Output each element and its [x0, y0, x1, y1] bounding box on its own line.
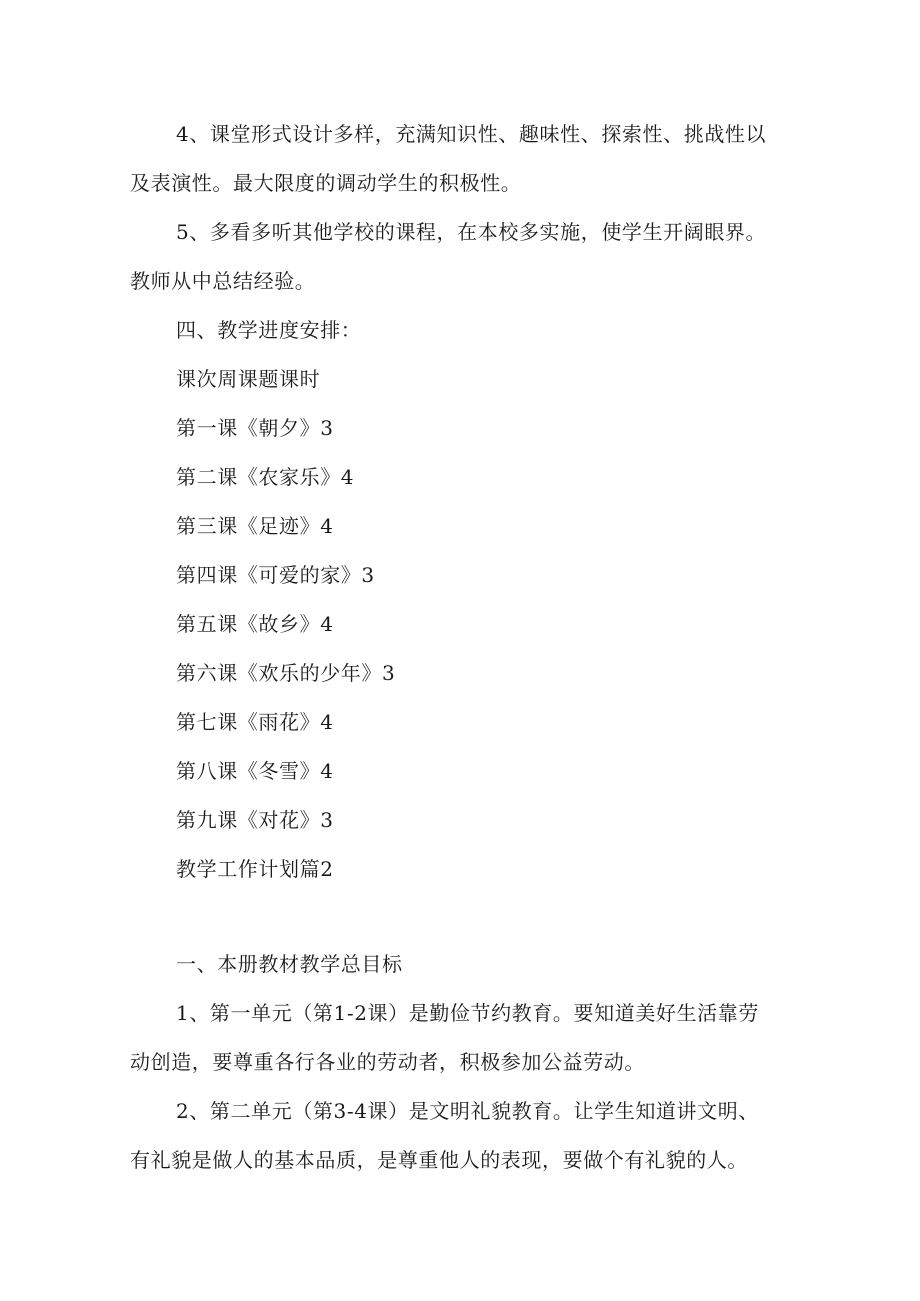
paragraph-classroom-design: 4、课堂形式设计多样，充满知识性、趣味性、探索性、挑战性以及表演性。最大限度的调动学生的积极性。	[130, 122, 767, 195]
schedule-header: 课次周课题课时	[176, 367, 321, 391]
schedule-item: 第六课《欢乐的少年》3	[176, 661, 396, 685]
section-title: 教学工作计划篇2	[176, 857, 334, 881]
goals-heading: 一、本册教材教学总目标	[176, 952, 403, 976]
schedule-heading: 四、教学进度安排：	[176, 318, 362, 342]
schedule-item: 第四课《可爱的家》3	[176, 563, 375, 587]
schedule-item: 第八课《冬雪》4	[176, 759, 334, 783]
goal-unit-two: 2、第二单元（第3-4课）是文明礼貌教育。让学生知道讲文明、有礼貌是做人的基本品质，是尊重他人的表现，要做个有礼貌的人。	[130, 1099, 759, 1172]
schedule-item: 第一课《朝夕》3	[176, 416, 334, 440]
schedule-item: 第七课《雨花》4	[176, 710, 334, 734]
goal-unit-one: 1、第一单元（第1-2课）是勤俭节约教育。要知道美好生活靠劳动创造，要尊重各行各业的劳动者，积极参加公益劳动。	[130, 1001, 759, 1074]
schedule-item: 第二课《农家乐》4	[176, 465, 355, 489]
schedule-item: 第五课《故乡》4	[176, 612, 334, 636]
schedule-item: 第三课《足迹》4	[176, 514, 334, 538]
schedule-item: 第九课《对花》3	[176, 808, 334, 832]
paragraph-observe-other-schools: 5、多看多听其他学校的课程，在本校多实施，使学生开阔眼界。教师从中总结经验。	[130, 220, 767, 293]
